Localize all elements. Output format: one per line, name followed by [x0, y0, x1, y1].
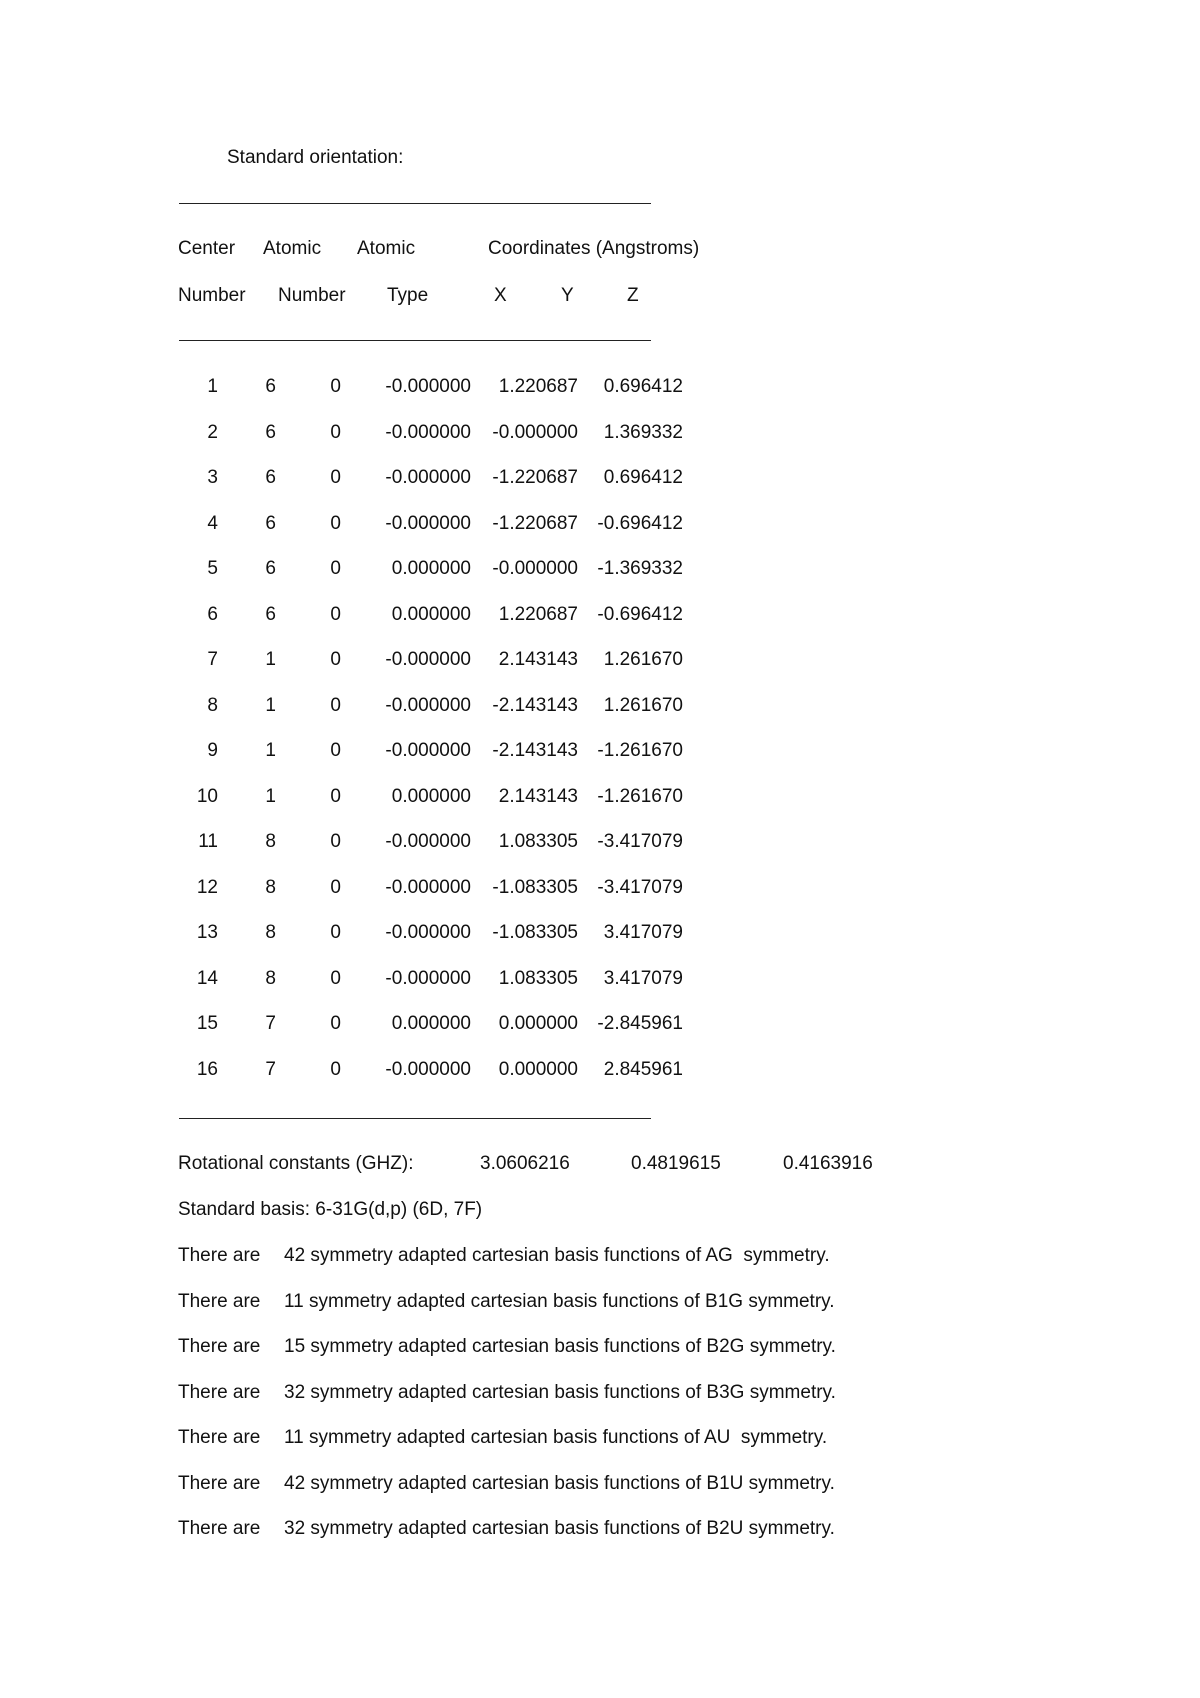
symmetry-line-text: 11 symmetry adapted cartesian basis functions of AU symmetry. — [284, 1427, 828, 1448]
atom-z-coordinate: 0.696412 — [603, 376, 683, 397]
table-row — [0, 1058, 1200, 1082]
header-atomic-number: Number — [278, 285, 346, 306]
atom-z-coordinate: 1.261670 — [603, 649, 683, 670]
rotational-constant-c: 0.4163916 — [783, 1153, 873, 1174]
table-row — [0, 1012, 1200, 1036]
atom-atomic-number: 6 — [265, 467, 276, 488]
atom-center-number: 9 — [207, 740, 218, 761]
symmetry-line-text: 42 symmetry adapted cartesian basis functions of AG symmetry. — [284, 1245, 830, 1266]
atom-x-coordinate: 0.000000 — [391, 1013, 471, 1034]
atom-z-coordinate: 1.369332 — [603, 421, 683, 443]
atom-type: 0 — [330, 740, 341, 761]
atom-y-coordinate: -1.083305 — [492, 922, 578, 943]
atom-type: 0 — [330, 785, 341, 807]
atom-atomic-number: 8 — [265, 967, 276, 989]
atom-y-coordinate: -2.143143 — [492, 694, 578, 716]
atom-x-coordinate: -0.000000 — [385, 740, 471, 761]
atom-x-coordinate: -0.000000 — [385, 421, 471, 443]
atom-z-coordinate: 3.417079 — [603, 967, 683, 989]
atom-z-coordinate: -3.417079 — [597, 831, 683, 852]
atom-y-coordinate: 1.083305 — [498, 831, 578, 852]
symmetry-line-prefix: There are — [178, 1518, 261, 1539]
separator-rule — [179, 340, 651, 341]
atom-x-coordinate: 0.000000 — [391, 603, 471, 625]
atom-z-coordinate: -0.696412 — [597, 603, 683, 625]
atom-atomic-number: 8 — [265, 922, 276, 943]
atom-y-coordinate: 1.220687 — [498, 603, 578, 625]
atom-x-coordinate: -0.000000 — [385, 922, 471, 943]
atom-type: 0 — [330, 694, 341, 716]
atom-x-coordinate: 0.000000 — [391, 558, 471, 579]
atom-y-coordinate: -2.143143 — [492, 740, 578, 761]
header-center-label: Center — [178, 238, 236, 259]
atom-x-coordinate: -0.000000 — [385, 467, 471, 488]
table-row — [0, 785, 1200, 809]
atom-center-number: 8 — [207, 694, 218, 716]
atom-z-coordinate: 3.417079 — [603, 922, 683, 943]
atom-type: 0 — [330, 558, 341, 579]
atom-x-coordinate: -0.000000 — [385, 694, 471, 716]
atom-y-coordinate: 0.000000 — [498, 1058, 578, 1080]
atom-y-coordinate: 0.000000 — [498, 1013, 578, 1034]
table-row — [0, 876, 1200, 900]
symmetry-line-text: 11 symmetry adapted cartesian basis functions of B1G symmetry. — [284, 1290, 835, 1312]
separator-rule — [179, 203, 651, 204]
atom-atomic-number: 1 — [265, 785, 276, 807]
atom-atomic-number: 1 — [265, 649, 276, 670]
atom-atomic-number: 6 — [265, 603, 276, 625]
table-row — [0, 694, 1200, 718]
atom-type: 0 — [330, 967, 341, 989]
atom-atomic-number: 7 — [265, 1013, 276, 1034]
table-row — [0, 557, 1200, 581]
atom-x-coordinate: -0.000000 — [385, 967, 471, 989]
symmetry-line-prefix: There are — [178, 1336, 261, 1357]
atom-type: 0 — [330, 376, 341, 397]
atom-type: 0 — [330, 1013, 341, 1034]
symmetry-line-prefix: There are — [178, 1290, 261, 1312]
header-coordinates-label: Coordinates (Angstroms) — [488, 238, 700, 259]
header-z: Z — [627, 285, 639, 306]
atom-z-coordinate: -3.417079 — [597, 876, 683, 898]
atom-y-coordinate: 1.220687 — [498, 376, 578, 397]
atom-y-coordinate: -1.220687 — [492, 467, 578, 488]
atom-x-coordinate: -0.000000 — [385, 649, 471, 670]
table-row — [0, 421, 1200, 445]
atom-atomic-number: 6 — [265, 512, 276, 534]
header-atomic-type: Type — [387, 285, 429, 306]
table-row — [0, 739, 1200, 763]
atom-center-number: 15 — [196, 1013, 218, 1034]
atom-center-number: 16 — [196, 1058, 218, 1080]
symmetry-line-prefix: There are — [178, 1245, 261, 1266]
atom-z-coordinate: -2.845961 — [597, 1013, 683, 1034]
symmetry-line-text: 32 symmetry adapted cartesian basis functions of B3G symmetry. — [284, 1381, 836, 1403]
header-y: Y — [561, 285, 574, 306]
atom-x-coordinate: 0.000000 — [391, 785, 471, 807]
atom-type: 0 — [330, 876, 341, 898]
atom-center-number: 5 — [207, 558, 218, 579]
atom-center-number: 12 — [196, 876, 218, 898]
symmetry-line-prefix: There are — [178, 1472, 261, 1494]
table-row — [0, 466, 1200, 490]
atom-type: 0 — [330, 831, 341, 852]
atom-center-number: 2 — [207, 421, 218, 443]
header-atomic-number-label: Atomic — [263, 238, 322, 259]
header-atomic-type-label: Atomic — [357, 238, 416, 259]
atom-z-coordinate: 2.845961 — [603, 1058, 683, 1080]
table-row — [0, 921, 1200, 945]
atom-atomic-number: 6 — [265, 376, 276, 397]
atom-atomic-number: 1 — [265, 694, 276, 716]
atom-x-coordinate: -0.000000 — [385, 831, 471, 852]
atom-center-number: 4 — [207, 512, 218, 534]
atom-atomic-number: 8 — [265, 831, 276, 852]
atom-z-coordinate: -1.261670 — [597, 785, 683, 807]
atom-center-number: 1 — [207, 376, 218, 397]
atom-atomic-number: 7 — [265, 1058, 276, 1080]
atom-center-number: 11 — [198, 831, 218, 852]
atom-center-number: 14 — [196, 967, 218, 989]
symmetry-line-prefix: There are — [178, 1427, 261, 1448]
atom-x-coordinate: -0.000000 — [385, 512, 471, 534]
symmetry-line-prefix: There are — [178, 1381, 261, 1403]
atom-center-number: 6 — [207, 603, 218, 625]
atom-y-coordinate: 2.143143 — [498, 785, 578, 807]
standard-basis-line: Standard basis: 6-31G(d,p) (6D, 7F) — [178, 1199, 483, 1220]
table-row — [0, 375, 1200, 399]
header-x: X — [494, 285, 507, 306]
symmetry-line-text: 42 symmetry adapted cartesian basis functions of B1U symmetry. — [284, 1472, 835, 1494]
atom-y-coordinate: -0.000000 — [492, 558, 578, 579]
header-center-number: Number — [178, 285, 246, 306]
rotational-constants-label: Rotational constants (GHZ): — [178, 1153, 414, 1174]
atom-atomic-number: 1 — [265, 740, 276, 761]
symmetry-line-text: 15 symmetry adapted cartesian basis functions of B2G symmetry. — [284, 1336, 836, 1357]
rotational-constant-a: 3.0606216 — [480, 1153, 570, 1174]
atom-type: 0 — [330, 922, 341, 943]
atom-z-coordinate: 1.261670 — [603, 694, 683, 716]
atom-atomic-number: 8 — [265, 876, 276, 898]
atom-y-coordinate: -1.220687 — [492, 512, 578, 534]
atom-center-number: 7 — [207, 649, 218, 670]
atom-center-number: 3 — [207, 467, 218, 488]
separator-rule — [179, 1118, 651, 1119]
atom-z-coordinate: -0.696412 — [597, 512, 683, 534]
atom-type: 0 — [330, 1058, 341, 1080]
section-heading: Standard orientation: — [227, 147, 404, 168]
atom-x-coordinate: -0.000000 — [385, 1058, 471, 1080]
atom-z-coordinate: -1.261670 — [597, 740, 683, 761]
atom-atomic-number: 6 — [265, 421, 276, 443]
rotational-constant-b: 0.4819615 — [631, 1153, 721, 1174]
table-row — [0, 967, 1200, 991]
table-row — [0, 603, 1200, 627]
symmetry-line-text: 32 symmetry adapted cartesian basis functions of B2U symmetry. — [284, 1518, 835, 1539]
atom-center-number: 10 — [196, 785, 218, 807]
atom-atomic-number: 6 — [265, 558, 276, 579]
table-row — [0, 512, 1200, 536]
atom-x-coordinate: -0.000000 — [385, 876, 471, 898]
atom-y-coordinate: -0.000000 — [492, 421, 578, 443]
atom-y-coordinate: 2.143143 — [498, 649, 578, 670]
atom-type: 0 — [330, 512, 341, 534]
atom-type: 0 — [330, 603, 341, 625]
atom-type: 0 — [330, 649, 341, 670]
atom-type: 0 — [330, 467, 341, 488]
atom-y-coordinate: -1.083305 — [492, 876, 578, 898]
atom-z-coordinate: 0.696412 — [603, 467, 683, 488]
atom-x-coordinate: -0.000000 — [385, 376, 471, 397]
atom-y-coordinate: 1.083305 — [498, 967, 578, 989]
atom-z-coordinate: -1.369332 — [597, 558, 683, 579]
atom-type: 0 — [330, 421, 341, 443]
table-row — [0, 648, 1200, 672]
table-row — [0, 830, 1200, 854]
atom-center-number: 13 — [196, 922, 218, 943]
